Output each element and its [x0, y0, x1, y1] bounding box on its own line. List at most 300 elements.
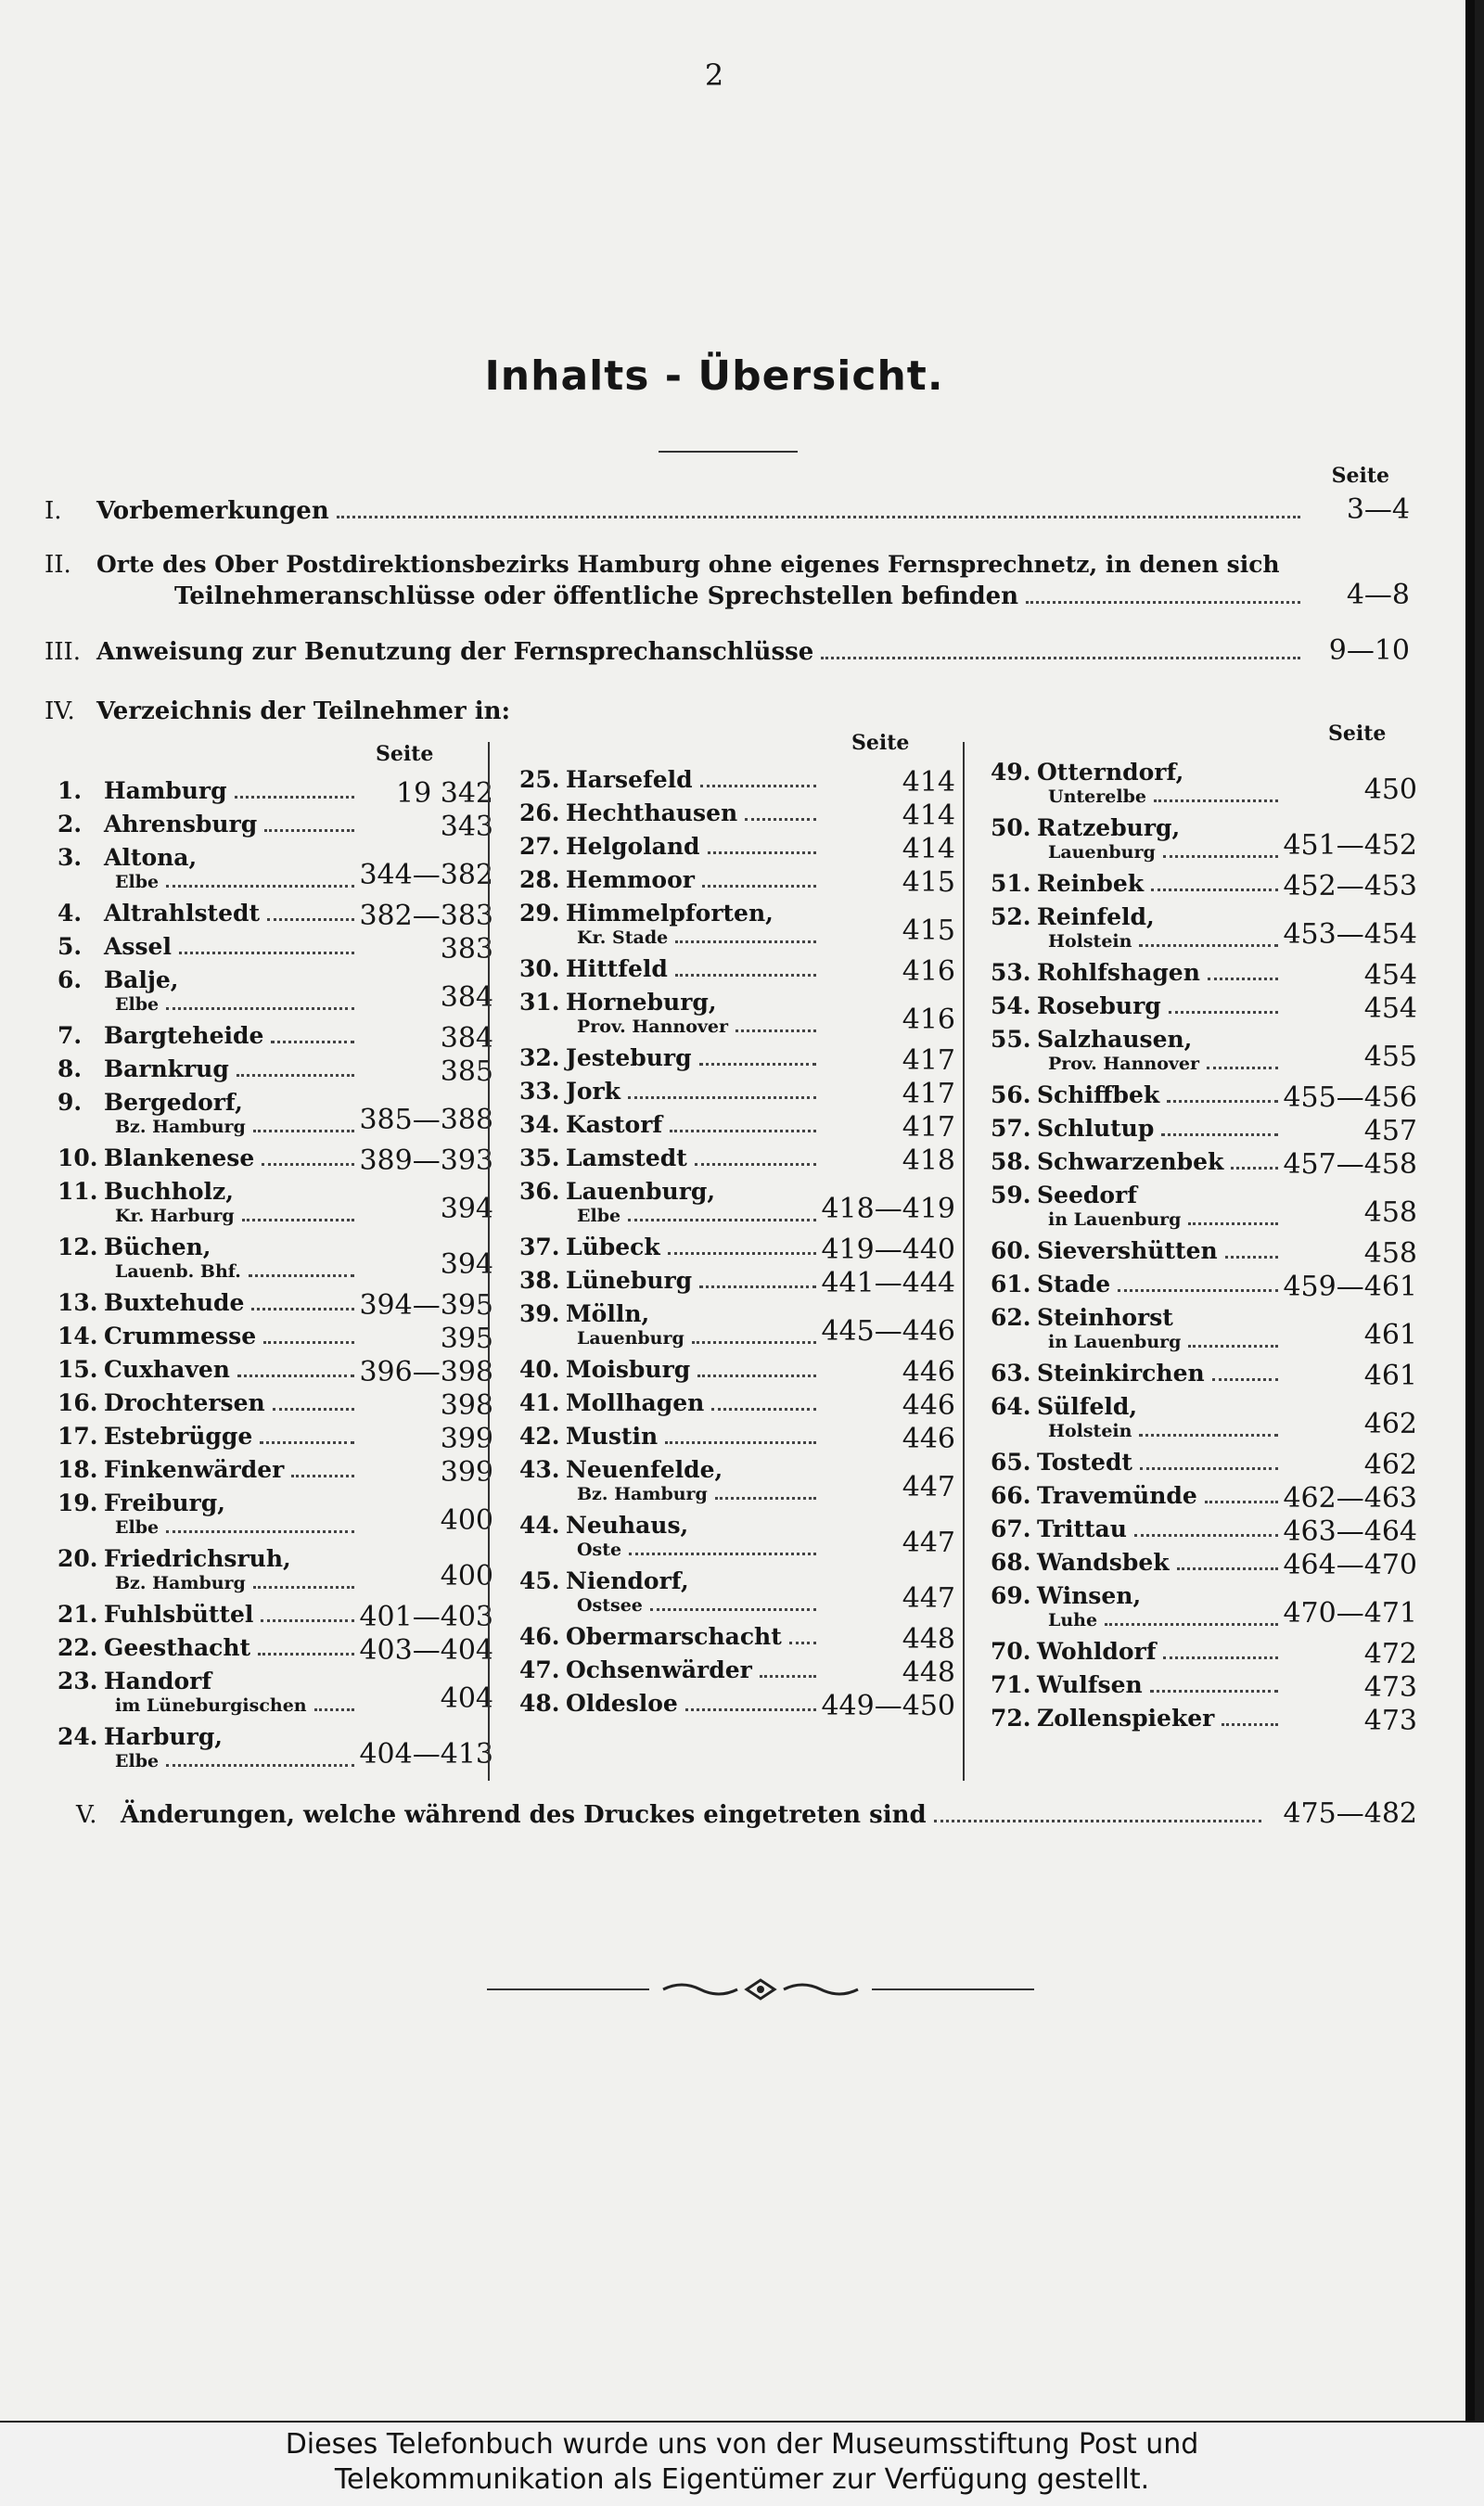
entry-pages: 415	[902, 866, 955, 899]
toc-entry	[58, 1144, 493, 1178]
entry-pages: 396—398	[359, 1356, 493, 1388]
entry-number: 43.	[519, 1456, 560, 1483]
toc-entry	[991, 1360, 1417, 1393]
entry-place-name: Seedorf	[1037, 1182, 1137, 1208]
entry-number: 9.	[58, 1089, 83, 1116]
entry-number: 64.	[991, 1393, 1031, 1420]
entry-place-name: Mollhagen	[566, 1389, 705, 1416]
entry-place-name: Lüneburg	[566, 1267, 693, 1294]
entry-number: 47.	[519, 1656, 560, 1683]
toc-entry	[519, 1567, 955, 1623]
toc-entry	[58, 1634, 493, 1668]
toc-entry	[519, 766, 955, 799]
section-ii	[45, 551, 1410, 611]
entry-place-name: Wandsbek	[1037, 1549, 1170, 1576]
dot-leader	[253, 1130, 354, 1132]
entry-place-name: Wulfsen	[1037, 1671, 1143, 1698]
entry-place-name: Finkenwärder	[104, 1456, 285, 1483]
entry-pages: 462	[1363, 1408, 1417, 1440]
toc-entry	[58, 1668, 493, 1723]
entry-place-name: Schwarzenbek	[1037, 1148, 1224, 1175]
entry-pages: 385—388	[359, 1104, 493, 1136]
dot-leader	[670, 1130, 816, 1132]
dot-leader	[697, 1374, 816, 1377]
entry-number: 52.	[991, 903, 1031, 930]
entry-pages: 448	[902, 1656, 955, 1689]
entry-number: 50.	[991, 814, 1031, 841]
dot-leader	[629, 1553, 816, 1555]
toc-entry	[519, 1423, 955, 1456]
dot-leader	[261, 1619, 354, 1622]
toc-entry	[991, 1705, 1417, 1738]
entry-place-name: Ahrensburg	[104, 811, 258, 837]
entry-number: 55.	[991, 1026, 1031, 1053]
entry-place-name: Cuxhaven	[104, 1356, 230, 1383]
dot-leader	[789, 1642, 816, 1644]
entry-number: 58.	[991, 1148, 1031, 1175]
entry-number: 34.	[519, 1111, 560, 1138]
dot-leader	[267, 918, 354, 921]
dot-leader	[1225, 1256, 1278, 1259]
entry-number: 12.	[58, 1234, 98, 1260]
entry-pages: 445—446	[821, 1315, 955, 1348]
entry-number: 70.	[991, 1638, 1031, 1665]
entry-number: 35.	[519, 1144, 560, 1171]
section-number: I.	[45, 497, 62, 525]
toc-entry	[58, 777, 493, 811]
toc-entry	[991, 759, 1417, 814]
entry-number: 7.	[58, 1022, 83, 1049]
entry-place-name: Kastorf	[566, 1111, 663, 1138]
entry-pages: 455	[1363, 1041, 1417, 1073]
entry-number: 46.	[519, 1623, 560, 1650]
entry-place-name: Himmelpforten,	[566, 900, 774, 927]
dot-leader	[1207, 1067, 1278, 1069]
toc-entry	[519, 1300, 955, 1356]
entry-number: 4.	[58, 900, 83, 927]
dot-leader	[700, 785, 816, 787]
dot-leader	[668, 1252, 816, 1255]
section-label: Änderungen, welche während des Druckes eingetreten sind	[121, 1801, 927, 1829]
dot-leader	[715, 1497, 816, 1500]
toc-entry	[519, 1078, 955, 1111]
dot-leader	[166, 1764, 354, 1767]
entry-number: 57.	[991, 1115, 1031, 1142]
dot-leader	[1151, 889, 1278, 891]
entry-number: 5.	[58, 933, 83, 960]
toc-entry	[58, 1289, 493, 1323]
entry-place-name: Assel	[104, 933, 172, 960]
entry-district: in Lauenburg	[1048, 1209, 1182, 1230]
entry-number: 24.	[58, 1723, 98, 1750]
entry-number: 29.	[519, 900, 560, 927]
dot-leader	[314, 1708, 354, 1711]
entry-number: 1.	[58, 777, 83, 804]
section-label: Vorbemerkungen	[96, 497, 329, 525]
entry-number: 71.	[991, 1671, 1031, 1698]
section-pages: 9—10	[1328, 634, 1410, 667]
toc-entry	[58, 1423, 493, 1456]
entry-pages: 385	[440, 1055, 493, 1088]
entry-place-name: Neuhaus,	[566, 1512, 689, 1539]
entry-number: 44.	[519, 1512, 560, 1539]
entry-pages: 473	[1363, 1671, 1417, 1704]
dot-leader	[628, 1096, 816, 1099]
entry-number: 22.	[58, 1634, 98, 1661]
entry-place-name: Sievershütten	[1037, 1237, 1218, 1264]
entry-pages: 398	[440, 1389, 493, 1422]
dot-leader	[291, 1475, 354, 1477]
entry-pages: 446	[902, 1423, 955, 1455]
entry-place-name: Rohlfshagen	[1037, 959, 1200, 986]
toc-entry	[58, 811, 493, 844]
toc-entry	[519, 1044, 955, 1078]
entry-place-name: Roseburg	[1037, 992, 1161, 1019]
dot-leader	[237, 1074, 354, 1077]
entry-pages: 447	[902, 1582, 955, 1615]
entry-pages: 447	[902, 1527, 955, 1559]
title-divider	[659, 451, 798, 453]
entry-district: Bz. Hamburg	[115, 1117, 246, 1137]
dot-leader	[1212, 1378, 1278, 1381]
entry-pages: 450	[1363, 774, 1417, 806]
entry-district: Holstein	[1048, 1421, 1132, 1441]
dot-leader	[1026, 601, 1300, 604]
entry-number: 56.	[991, 1081, 1031, 1108]
entry-place-name: Friedrichsruh,	[104, 1545, 291, 1572]
entry-place-name: Reinfeld,	[1037, 903, 1155, 930]
dot-leader	[253, 1586, 354, 1589]
entry-place-name: Lübeck	[566, 1234, 660, 1260]
entry-place-name: Hamburg	[104, 777, 227, 804]
toc-entry	[991, 870, 1417, 903]
toc-entry	[58, 1389, 493, 1423]
dot-leader	[273, 1408, 354, 1411]
entry-place-name: Freiburg,	[104, 1490, 225, 1516]
section-number: II.	[45, 551, 71, 579]
dot-leader	[166, 1007, 354, 1010]
entry-number: 45.	[519, 1567, 560, 1594]
entry-number: 59.	[991, 1182, 1031, 1208]
entry-district: Lauenb. Bhf.	[115, 1261, 241, 1282]
entry-place-name: Winsen,	[1037, 1582, 1142, 1609]
entry-place-name: Ratzeburg,	[1037, 814, 1181, 841]
entry-district: Elbe	[115, 1751, 160, 1771]
entry-number: 26.	[519, 799, 560, 826]
toc-entry	[991, 959, 1417, 992]
entry-place-name: Steinkirchen	[1037, 1360, 1205, 1387]
entry-place-name: Travemünde	[1037, 1482, 1197, 1509]
entry-number: 66.	[991, 1482, 1031, 1509]
toc-entry	[991, 1482, 1417, 1515]
entry-number: 72.	[991, 1705, 1031, 1732]
dot-leader	[166, 1530, 354, 1533]
section-pages: 4—8	[1346, 579, 1410, 611]
entry-pages: 344—382	[359, 859, 493, 891]
entry-number: 62.	[991, 1304, 1031, 1331]
entry-pages: 458	[1363, 1237, 1417, 1270]
toc-entry	[991, 1148, 1417, 1182]
entry-place-name: Stade	[1037, 1271, 1111, 1298]
entry-pages: 461	[1363, 1319, 1417, 1351]
entry-place-name: Otterndorf,	[1037, 759, 1184, 786]
toc-entry	[58, 1723, 493, 1779]
entry-place-name: Tostedt	[1037, 1449, 1132, 1476]
entry-pages: 394	[440, 1193, 493, 1225]
section-label-continued: Teilnehmeranschlüsse oder öffentliche Sprechstellen befinden	[174, 582, 1019, 610]
entry-place-name: Mustin	[566, 1423, 659, 1450]
dot-leader	[1139, 1434, 1278, 1437]
section-iii	[45, 634, 1410, 667]
dot-leader	[235, 796, 354, 799]
entry-pages: 457	[1363, 1115, 1417, 1147]
entry-number: 15.	[58, 1356, 98, 1383]
page-edge	[1465, 0, 1475, 2421]
dot-leader	[934, 1820, 1261, 1822]
entry-pages: 452—453	[1283, 870, 1417, 902]
seite-header: Seite	[1331, 464, 1389, 488]
entry-number: 20.	[58, 1545, 98, 1572]
entry-number: 53.	[991, 959, 1031, 986]
toc-entry	[58, 900, 493, 933]
entry-pages: 417	[902, 1044, 955, 1077]
dot-leader	[699, 1063, 816, 1066]
entry-number: 8.	[58, 1055, 83, 1082]
toc-entry	[58, 844, 493, 900]
dot-leader	[1140, 1467, 1278, 1470]
entry-district: Prov. Hannover	[577, 1016, 729, 1037]
entry-place-name: Niendorf,	[566, 1567, 689, 1594]
toc-entry	[991, 1115, 1417, 1148]
entry-number: 69.	[991, 1582, 1031, 1609]
entry-number: 30.	[519, 955, 560, 982]
toc-entry	[58, 1323, 493, 1356]
entry-pages: 394—395	[359, 1289, 493, 1322]
entry-pages: 455—456	[1283, 1081, 1417, 1114]
footer-line-2: Telekommunikation als Eigentümer zur Verfügung gestellt.	[334, 2463, 1150, 2496]
toc-entry	[58, 1234, 493, 1289]
entry-place-name: Lauenburg,	[566, 1178, 716, 1205]
toc-entry	[519, 989, 955, 1044]
entry-place-name: Lamstedt	[566, 1144, 687, 1171]
dot-leader	[628, 1219, 816, 1221]
column-divider	[488, 742, 490, 1781]
entry-pages: 400	[440, 1560, 493, 1592]
entry-place-name: Helgoland	[566, 833, 700, 860]
dot-leader	[1188, 1345, 1278, 1348]
toc-entry	[991, 1237, 1417, 1271]
entry-pages: 384	[440, 1022, 493, 1055]
entry-district: Bz. Hamburg	[577, 1484, 708, 1504]
entry-pages: 461	[1363, 1360, 1417, 1392]
entry-place-name: Horneburg,	[566, 989, 717, 1016]
entry-place-name: Steinhorst	[1037, 1304, 1173, 1331]
dot-leader	[685, 1708, 816, 1711]
entry-pages: 418	[902, 1144, 955, 1177]
entry-pages: 448	[902, 1623, 955, 1656]
entry-district: Luhe	[1048, 1610, 1098, 1630]
dot-leader	[1105, 1623, 1278, 1626]
dot-leader	[736, 1029, 816, 1032]
entry-district: Elbe	[115, 872, 160, 892]
entry-place-name: Hemmoor	[566, 866, 695, 893]
toc-entry	[519, 833, 955, 866]
toc-entry	[519, 866, 955, 900]
subscriber-column-2	[519, 766, 955, 1723]
toc-entry	[991, 1449, 1417, 1482]
entry-district: Ostsee	[577, 1595, 643, 1616]
dot-leader	[665, 1441, 816, 1444]
entry-pages: 417	[902, 1078, 955, 1110]
entry-district: Holstein	[1048, 931, 1132, 952]
entry-number: 63.	[991, 1360, 1031, 1387]
entry-number: 27.	[519, 833, 560, 860]
dot-leader	[760, 1675, 816, 1678]
entry-place-name: Jesteburg	[566, 1044, 692, 1071]
entry-pages: 404	[440, 1682, 493, 1715]
dot-leader	[1118, 1289, 1278, 1292]
entry-place-name: Harsefeld	[566, 766, 693, 793]
toc-entry	[519, 900, 955, 955]
section-number: III.	[45, 638, 82, 666]
entry-place-name: Wohldorf	[1037, 1638, 1157, 1665]
dot-leader	[821, 657, 1300, 659]
entry-place-name: Schlutup	[1037, 1115, 1155, 1142]
entry-place-name: Trittau	[1037, 1515, 1127, 1542]
entry-pages: 453—454	[1283, 918, 1417, 951]
subscriber-column-3	[991, 759, 1417, 1738]
entry-place-name: Barnkrug	[104, 1055, 229, 1082]
entry-number: 38.	[519, 1267, 560, 1294]
toc-entry	[519, 1656, 955, 1690]
toc-entry	[519, 1234, 955, 1267]
entry-place-name: Ochsenwärder	[566, 1656, 752, 1683]
section-pages: 475—482	[1283, 1797, 1417, 1830]
dot-leader	[1161, 1133, 1278, 1136]
entry-pages: 414	[902, 766, 955, 799]
toc-entry	[991, 992, 1417, 1026]
footer-line-1: Dieses Telefonbuch wurde uns von der Museumsstiftung Post und	[285, 2428, 1199, 2461]
toc-entry	[519, 1690, 955, 1723]
entry-place-name: Büchen,	[104, 1234, 211, 1260]
entry-number: 14.	[58, 1323, 98, 1349]
dot-leader	[179, 952, 354, 954]
dot-leader	[1222, 1723, 1278, 1726]
entry-pages: 404—413	[359, 1738, 493, 1771]
section-label: Verzeichnis der Teilnehmer in:	[96, 697, 511, 725]
page-number: 2	[704, 58, 724, 93]
entry-number: 19.	[58, 1490, 98, 1516]
dot-leader	[251, 1308, 354, 1311]
section-v	[76, 1797, 1417, 1830]
toc-entry	[519, 955, 955, 989]
section-number: V.	[76, 1801, 97, 1829]
entry-pages: 401—403	[359, 1601, 493, 1633]
ornament-divider-icon	[487, 1975, 1034, 2003]
dot-leader	[1169, 1011, 1278, 1014]
entry-number: 18.	[58, 1456, 98, 1483]
entry-pages: 394	[440, 1248, 493, 1281]
dot-leader	[745, 818, 816, 821]
toc-entry	[991, 1182, 1417, 1237]
entry-place-name: Drochtersen	[104, 1389, 265, 1416]
entry-pages: 395	[440, 1323, 493, 1355]
entry-number: 23.	[58, 1668, 98, 1694]
entry-place-name: Hittfeld	[566, 955, 668, 982]
dot-leader	[166, 885, 354, 888]
entry-number: 67.	[991, 1515, 1031, 1542]
entry-number: 31.	[519, 989, 560, 1016]
dot-leader	[249, 1274, 354, 1277]
entry-place-name: Obermarschacht	[566, 1623, 782, 1650]
entry-place-name: Sülfeld,	[1037, 1393, 1138, 1420]
toc-entry	[519, 1512, 955, 1567]
entry-number: 41.	[519, 1389, 560, 1416]
entry-pages: 416	[902, 1004, 955, 1036]
entry-number: 68.	[991, 1549, 1031, 1576]
entry-place-name: Harburg,	[104, 1723, 224, 1750]
toc-entry	[519, 1623, 955, 1656]
toc-entry	[991, 1638, 1417, 1671]
entry-place-name: Handorf	[104, 1668, 212, 1694]
toc-entry	[58, 1055, 493, 1089]
entry-pages: 457—458	[1283, 1148, 1417, 1181]
toc-entry	[58, 1601, 493, 1634]
entry-district: in Lauenburg	[1048, 1332, 1182, 1352]
toc-entry	[519, 1178, 955, 1234]
entry-place-name: Neuenfelde,	[566, 1456, 723, 1483]
entry-pages: 399	[440, 1423, 493, 1455]
seite-header: Seite	[376, 742, 434, 766]
toc-entry	[991, 814, 1417, 870]
entry-pages: 399	[440, 1456, 493, 1489]
toc-entry	[58, 1490, 493, 1545]
entry-place-name: Balje,	[104, 966, 179, 993]
entry-number: 36.	[519, 1178, 560, 1205]
entry-district: Prov. Hannover	[1048, 1054, 1200, 1074]
entry-number: 40.	[519, 1356, 560, 1383]
entry-place-name: Blankenese	[104, 1144, 255, 1171]
dot-leader	[237, 1374, 354, 1377]
dot-leader	[1154, 799, 1278, 802]
toc-entry	[519, 1456, 955, 1512]
dot-leader	[271, 1041, 354, 1043]
entry-pages: 441—444	[821, 1267, 955, 1299]
entry-place-name: Jork	[566, 1078, 620, 1105]
entry-number: 11.	[58, 1178, 98, 1205]
entry-district: Unterelbe	[1048, 786, 1146, 807]
dot-leader	[1134, 1534, 1278, 1537]
entry-place-name: Altrahlstedt	[104, 900, 261, 927]
entry-number: 48.	[519, 1690, 560, 1717]
entry-place-name: Bargteheide	[104, 1022, 264, 1049]
dot-leader	[337, 516, 1300, 518]
entry-number: 60.	[991, 1237, 1031, 1264]
entry-place-name: Altona,	[104, 844, 198, 871]
entry-pages: 464—470	[1283, 1549, 1417, 1581]
dot-leader	[675, 974, 816, 977]
entry-district: Elbe	[115, 1517, 160, 1538]
entry-pages: 414	[902, 799, 955, 832]
page-title: Inhalts - Übersicht.	[484, 352, 944, 400]
entry-number: 17.	[58, 1423, 98, 1450]
dot-leader	[1188, 1222, 1278, 1225]
entry-pages: 417	[902, 1111, 955, 1144]
entry-place-name: Fuhlsbüttel	[104, 1601, 254, 1628]
entry-number: 54.	[991, 992, 1031, 1019]
entry-place-name: Salzhausen,	[1037, 1026, 1193, 1053]
dot-leader	[1150, 1690, 1278, 1693]
